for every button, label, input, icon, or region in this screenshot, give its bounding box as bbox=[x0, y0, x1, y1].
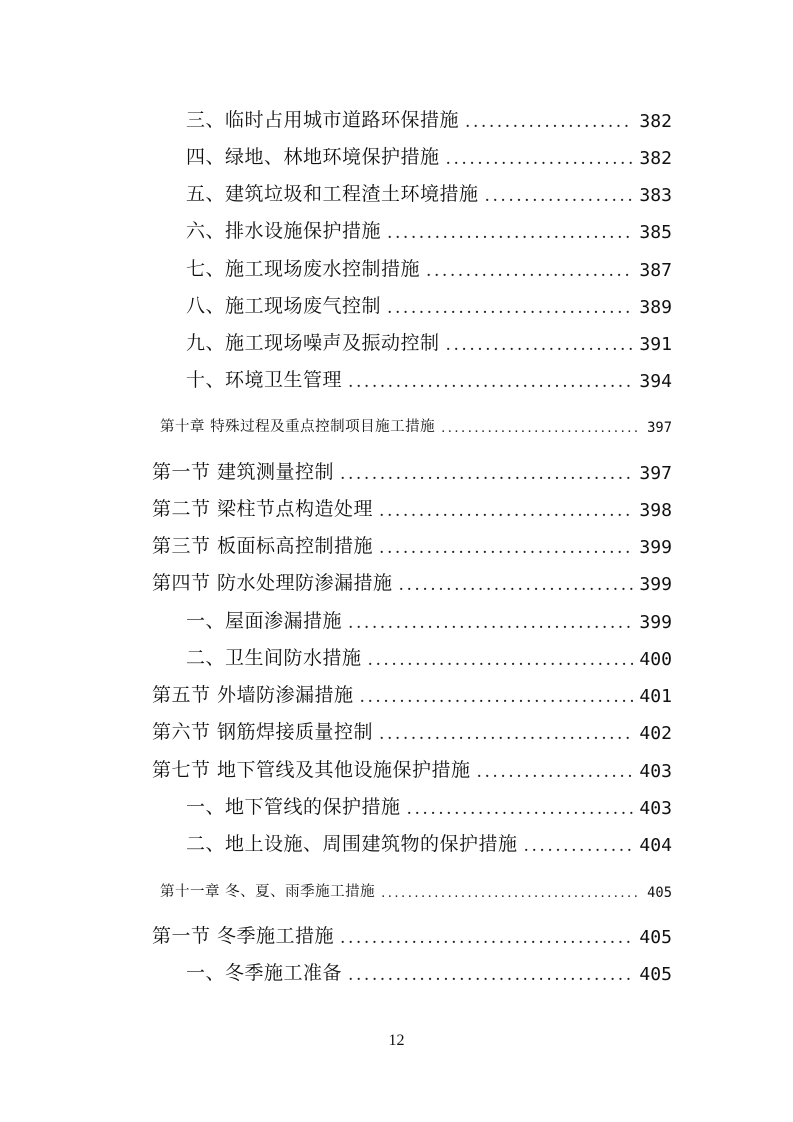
toc-leader-dots bbox=[465, 112, 633, 132]
toc-entry-page: 387 bbox=[639, 260, 672, 281]
toc-entry bbox=[0, 329, 672, 355]
toc-leader-dots bbox=[387, 223, 633, 243]
toc-entry-label: 十、环境卫生管理 bbox=[186, 369, 343, 391]
toc-entry-page: 391 bbox=[639, 334, 672, 355]
toc-entry-page: 399 bbox=[639, 537, 672, 558]
toc-entry bbox=[0, 959, 672, 985]
toc-leader-dots bbox=[441, 421, 641, 436]
toc-entry bbox=[0, 793, 672, 819]
toc-section-entry bbox=[0, 922, 672, 948]
toc-entry-label: 五、建筑垃圾和工程渣土环境措施 bbox=[186, 183, 479, 205]
toc-entry-label: 一、屋面渗漏措施 bbox=[186, 610, 343, 632]
toc-leader-dots bbox=[485, 186, 634, 206]
toc-entry-page: 405 bbox=[639, 927, 672, 948]
toc-entry-page: 397 bbox=[647, 420, 672, 436]
toc-leader-dots bbox=[360, 687, 634, 707]
toc-entry-page: 389 bbox=[639, 297, 672, 318]
toc-entry bbox=[0, 217, 672, 243]
toc-entry-page: 401 bbox=[639, 686, 672, 707]
toc-entry-label: 四、绿地、林地环境保护措施 bbox=[186, 146, 440, 168]
toc-entry-label: 六、排水设施保护措施 bbox=[186, 220, 382, 242]
toc-leader-dots bbox=[340, 464, 633, 484]
toc-entry-page: 405 bbox=[639, 964, 672, 985]
toc-leader-dots bbox=[477, 762, 634, 782]
toc-entry-page: 405 bbox=[647, 885, 672, 901]
toc-entry-label: 第六节 钢筋焊接质量控制 bbox=[152, 721, 374, 743]
toc-leader-dots bbox=[399, 575, 634, 595]
toc-leader-dots bbox=[368, 650, 634, 670]
toc-entry-page: 394 bbox=[639, 371, 672, 392]
toc-entry-page: 402 bbox=[639, 723, 672, 744]
toc-entry-page: 398 bbox=[639, 500, 672, 521]
toc-chapter-entry bbox=[0, 879, 672, 901]
toc-entry-label: 第十章 特殊过程及重点控制项目施工措施 bbox=[160, 419, 436, 435]
toc-leader-dots bbox=[381, 886, 641, 901]
toc-entry-page: 404 bbox=[639, 835, 672, 856]
toc-entry bbox=[0, 180, 672, 206]
toc-entry bbox=[0, 143, 672, 169]
toc-entry-page: 383 bbox=[639, 185, 672, 206]
toc-entry-label: 第五节 外墙防渗漏措施 bbox=[152, 684, 354, 706]
toc-entry-label: 二、卫生间防水措施 bbox=[186, 647, 362, 669]
toc-entry-page: 403 bbox=[639, 798, 672, 819]
toc-entry bbox=[0, 292, 672, 318]
toc-entry-page: 399 bbox=[639, 612, 672, 633]
toc-entry-page: 382 bbox=[639, 148, 672, 169]
toc-leader-dots bbox=[446, 335, 634, 355]
toc-entry bbox=[0, 366, 672, 392]
toc-entry-label: 第十一章 冬、夏、雨季施工措施 bbox=[160, 884, 376, 900]
toc-entry bbox=[0, 644, 672, 670]
toc-entry-label: 第二节 梁柱节点构造处理 bbox=[152, 498, 374, 520]
toc-section-entry bbox=[0, 756, 672, 782]
toc-entry bbox=[0, 607, 672, 633]
toc-entry-label: 一、地下管线的保护措施 bbox=[186, 796, 401, 818]
toc-leader-dots bbox=[426, 261, 633, 281]
toc-leader-dots bbox=[387, 298, 633, 318]
toc-leader-dots bbox=[348, 965, 633, 985]
toc-leader-dots bbox=[348, 613, 633, 633]
toc-section-entry bbox=[0, 458, 672, 484]
toc-leader-dots bbox=[446, 149, 634, 169]
toc-section-entry bbox=[0, 569, 672, 595]
page-number: 12 bbox=[388, 1032, 405, 1049]
toc-entry-label: 一、冬季施工准备 bbox=[186, 962, 343, 984]
toc-entry-page: 382 bbox=[639, 111, 672, 132]
toc-entry-label: 第七节 地下管线及其他设施保护措施 bbox=[152, 759, 471, 781]
toc-entry-label: 第三节 板面标高控制措施 bbox=[152, 535, 374, 557]
toc-entry-page: 397 bbox=[639, 463, 672, 484]
toc-section-entry bbox=[0, 495, 672, 521]
toc-entry-label: 第四节 防水处理防渗漏措施 bbox=[152, 572, 393, 594]
toc-leader-dots bbox=[340, 928, 633, 948]
toc-section-entry bbox=[0, 532, 672, 558]
toc-entry-label: 二、地上设施、周围建筑物的保护措施 bbox=[186, 833, 518, 855]
toc-entry-label: 九、施工现场噪声及振动控制 bbox=[186, 332, 440, 354]
toc-entry-label: 第一节 建筑测量控制 bbox=[152, 461, 335, 483]
toc-entry-label: 八、施工现场废气控制 bbox=[186, 295, 382, 317]
toc-leader-dots bbox=[379, 538, 633, 558]
toc-leader-dots bbox=[379, 501, 633, 521]
toc-leader-dots bbox=[348, 372, 633, 392]
toc-entry-page: 385 bbox=[639, 222, 672, 243]
toc-entry-label: 第一节 冬季施工措施 bbox=[152, 925, 335, 947]
toc-section-entry bbox=[0, 681, 672, 707]
toc-entry bbox=[0, 255, 672, 281]
toc-chapter-entry bbox=[0, 414, 672, 436]
toc-section-entry bbox=[0, 718, 672, 744]
toc-entry bbox=[0, 830, 672, 856]
toc-leader-dots bbox=[407, 799, 634, 819]
toc-entry bbox=[0, 106, 672, 132]
toc-entry-label: 七、施工现场废水控制措施 bbox=[186, 258, 421, 280]
toc-entry-page: 403 bbox=[639, 761, 672, 782]
toc-leader-dots bbox=[524, 836, 634, 856]
toc-entry-label: 三、临时占用城市道路环保措施 bbox=[186, 109, 460, 131]
toc-entry-page: 399 bbox=[639, 574, 672, 595]
toc-leader-dots bbox=[379, 724, 633, 744]
toc-entry-page: 400 bbox=[639, 649, 672, 670]
